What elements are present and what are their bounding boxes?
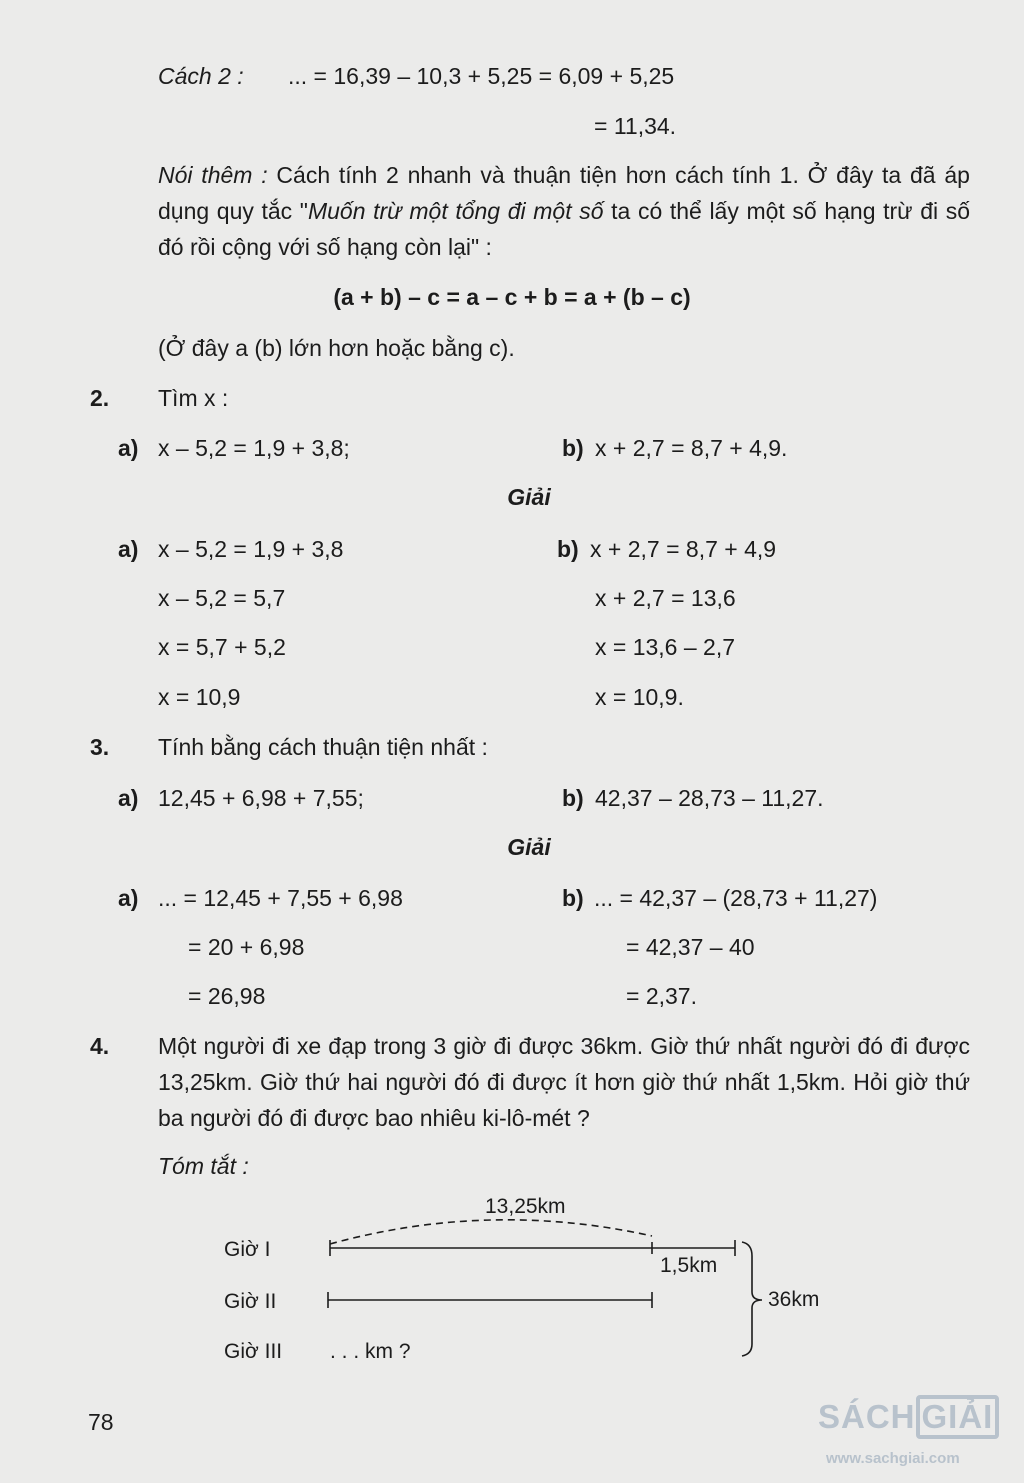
ex3-sol-b-label: b) [562,885,584,911]
cach2-line2: = 11,34. [594,113,677,139]
diagram-row3-label: Giờ III [224,1340,283,1363]
ex2-prompt: Tìm x : [158,385,229,411]
ex2-sol-a-line: x = 5,7 + 5,2 [158,634,286,660]
ex3-sol-b-line: ... = 42,37 – (28,73 + 11,27) [594,885,878,911]
ex3-sol-a-line: = 26,98 [188,983,266,1009]
ex3-sol-a-line: = 20 + 6,98 [188,934,305,960]
ex2-sol-b-line: x = 10,9. [595,684,684,710]
watermark-url: www.sachgiai.com [826,1450,960,1467]
ex2-sol-a-label: a) [118,536,139,562]
ex2-b-text: x + 2,7 = 8,7 + 4,9. [595,435,788,461]
noi-them-rule: Muốn trừ một tổng đi một số [307,198,604,224]
tom-tat-label: Tóm tắt : [158,1153,249,1179]
ex3-sol-b-line: = 42,37 – 40 [626,934,755,960]
ex2-sol-b-line: x + 2,7 = 8,7 + 4,9 [590,536,777,562]
diagram-diff-label: 1,5km [660,1254,718,1277]
diagram-top-label: 13,25km [485,1195,566,1218]
ex2-a-label: a) [118,435,139,461]
total-brace [742,1242,762,1356]
diagram-total-label: 36km [768,1288,820,1311]
ex2-a-text: x – 5,2 = 1,9 + 3,8; [158,435,350,461]
dashed-arc [330,1220,652,1244]
ex3-prompt: Tính bằng cách thuận tiện nhất : [158,734,488,760]
cach2-line1: ... = 16,39 – 10,3 + 5,25 = 6,09 + 5,25 [288,63,675,89]
ex3-number: 3. [90,734,110,760]
ex2-sol-b-label: b) [557,536,579,562]
diagram-row1-label: Giờ I [224,1238,271,1261]
ex2-giai-heading: Giải [507,484,551,510]
ex3-b-label: b) [562,785,584,811]
ex3-b-text: 42,37 – 28,73 – 11,27. [595,785,824,811]
ex3-sol-a-line: ... = 12,45 + 7,55 + 6,98 [158,885,403,911]
ex3-a-text: 12,45 + 6,98 + 7,55; [158,785,364,811]
noi-them-text-a: Cách tính 2 nhanh và thuận tiện hơn cách tính 1. Ở đây ta đã áp dụng quy tắc " [158,162,970,224]
ex4-number: 4. [90,1033,110,1059]
ex2-sol-a-line: x – 5,2 = 5,7 [158,585,286,611]
ex4-text: Một người đi xe đạp trong 3 giờ đi được 36km. Giờ thứ nhất người đó đi được 13,25km. Giờ thứ hai người đó đi được ít hơn giờ thứ nhất 1,5km. Hỏi giờ thứ ba người đó đi được bao nhiêu ki-lô-mét ? [158,1033,970,1131]
ex2-sol-b-line: x = 13,6 – 2,7 [595,634,736,660]
ex2-b-label: b) [562,435,584,461]
noi-them-note: (Ở đây a (b) lớn hơn hoặc bằng c). [158,335,515,361]
noi-them-text-b: ta có thể lấy một số hạng trừ đi số đó rồi cộng với số hạng còn lại" : [158,198,971,260]
ex3-sol-a-label: a) [118,885,139,911]
diagram-unknown-label: . . . km ? [330,1340,411,1363]
formula: (a + b) – c = a – c + b = a + (b – c) [333,284,691,310]
diagram-row2-label: Giờ II [224,1290,277,1313]
noi-them-label: Nói thêm : [158,162,268,188]
ex3-sol-b-line: = 2,37. [626,983,697,1009]
ex2-sol-a-line: x = 10,9 [158,684,241,710]
page-number: 78 [88,1409,114,1435]
ex2-number: 2. [90,385,110,411]
ex2-sol-a-line: x – 5,2 = 1,9 + 3,8 [158,536,344,562]
watermark-logo: SÁCH GIẢI [818,1395,999,1439]
ex2-sol-b-line: x + 2,7 = 13,6 [595,585,736,611]
ex3-giai-heading: Giải [507,834,551,860]
ex3-a-label: a) [118,785,139,811]
cach2-label: Cách 2 : [158,63,244,89]
